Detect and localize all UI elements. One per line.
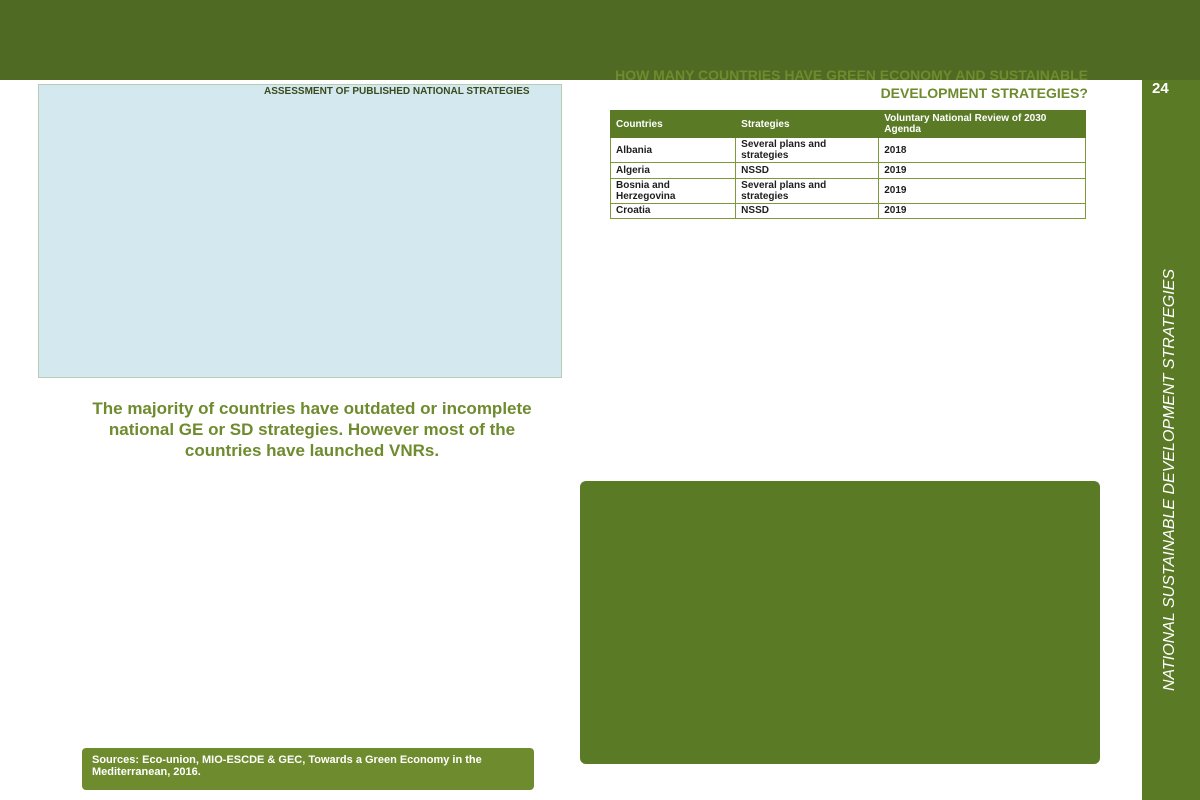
section-title-vertical: NATIONAL SUSTAINABLE DEVELOPMENT STRATEGIES — [1161, 268, 1178, 692]
right-title: HOW MANY COUNTRIES HAVE GREEN ECONOMY AND SUSTAINABLE DEVELOPMENT STRATEGIES? — [615, 67, 1088, 101]
recommendations-box — [580, 481, 1100, 764]
sources-box: Sources: Eco-union, MIO-ESCDE & GEC, Towards a Green Economy in the Mediterranean, 2016. — [82, 748, 534, 790]
page-number: 24 — [1152, 80, 1169, 97]
map-title: ASSESSMENT OF PUBLISHED NATIONAL STRATEGIES — [264, 86, 530, 97]
map — [38, 84, 562, 378]
table-row: Croatia NSSD 2019 — [611, 203, 1086, 219]
table-row: Bosnia and Herzegovina Several plans and strategies 2019 — [611, 178, 1086, 203]
table-row: Albania Several plans and strategies 2018 — [611, 138, 1086, 163]
strategies-table: Countries Strategies Voluntary National Review of 2030 Agenda Albania Several plans and strategies 2018 Algeria NSSD 2019 Bosnia and Herzegovina Several plans and strategies 2019 Croatia NSSD 2019 — [610, 110, 1086, 219]
headline: The majority of countries have outdated or incomplete national GE or SD strategies. However most of the countries have launched VNRs. — [92, 399, 532, 460]
table-row: Algeria NSSD 2019 — [611, 163, 1086, 179]
